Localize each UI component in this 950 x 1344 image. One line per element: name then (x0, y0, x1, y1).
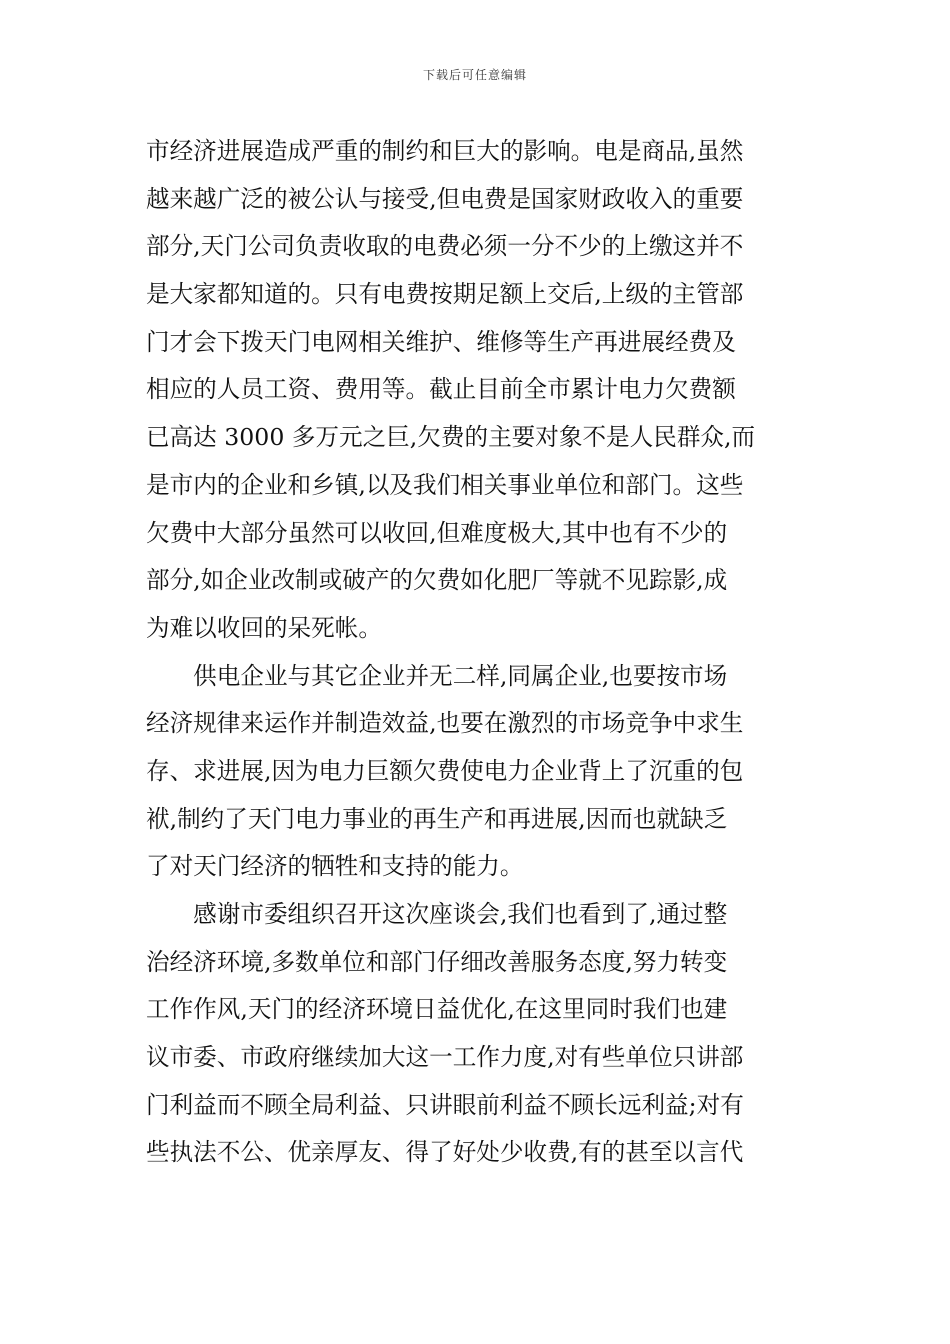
body-text (146, 128, 810, 1177)
text-line: 门才会下拨天门电网相关维护、维修等生产再进展经费及 (146, 327, 736, 356)
text-line: 市经济进展造成严重的制约和巨大的影响。电是商品,虽然 (146, 137, 744, 165)
text-line: 议市委、市政府继续加大这一工作力度,对有些单位只讲部 (146, 1043, 744, 1072)
text-line: 为难以收回的呆死帐。 (146, 613, 382, 642)
text-line: 袱,制约了天门电力事业的再生产和再进展,因而也就缺乏 (146, 804, 728, 833)
text-line: 存、求进展,因为电力巨额欠费使电力企业背上了沉重的包 (146, 756, 744, 785)
text-line: 些执法不公、优亲厚友、得了好处少收费,有的甚至以言代 (146, 1138, 744, 1167)
page-header: 下载后可任意编辑 (422, 68, 527, 82)
text-line: 感谢市委组织召开这次座谈会,我们也看到了,通过整 (146, 900, 728, 928)
text-line: 经济规律来运作并制造效益,也要在激烈的市场竞争中求生 (146, 709, 744, 738)
text-line: 已高达 3000 多万元之巨,欠费的主要对象不是人民群众,而 (146, 423, 756, 452)
text-line: 了对天门经济的牺牲和支持的能力。 (146, 852, 524, 881)
text-line: 治经济环境,多数单位和部门仔细改善服务态度,努力转变 (146, 947, 728, 976)
text-line: 部分,天门公司负责收取的电费必须一分不少的上缴这并不 (146, 232, 744, 261)
text-line: 供电企业与其它企业并无二样,同属企业,也要按市场 (146, 661, 728, 690)
text-line: 是市内的企业和乡镇,以及我们相关事业单位和部门。这些 (146, 470, 744, 499)
text-line: 相应的人员工资、费用等。截止目前全市累计电力欠费额 (146, 375, 736, 404)
text-line: 门利益而不顾全局利益、只讲眼前利益不顾长远利益;对有 (146, 1090, 744, 1119)
text-line: 部分,如企业改制或破产的欠费如化肥厂等就不见踪影,成 (146, 566, 728, 595)
text-line: 越来越广泛的被公认与接受,但电费是国家财政收入的重要 (146, 184, 744, 213)
text-line: 工作作风,天门的经济环境日益优化,在这里同时我们也建 (146, 995, 728, 1024)
text-line: 是大家都知道的。只有电费按期足额上交后,上级的主管部 (146, 280, 744, 309)
text-line: 欠费中大部分虽然可以收回,但难度极大,其中也有不少的 (146, 518, 728, 547)
